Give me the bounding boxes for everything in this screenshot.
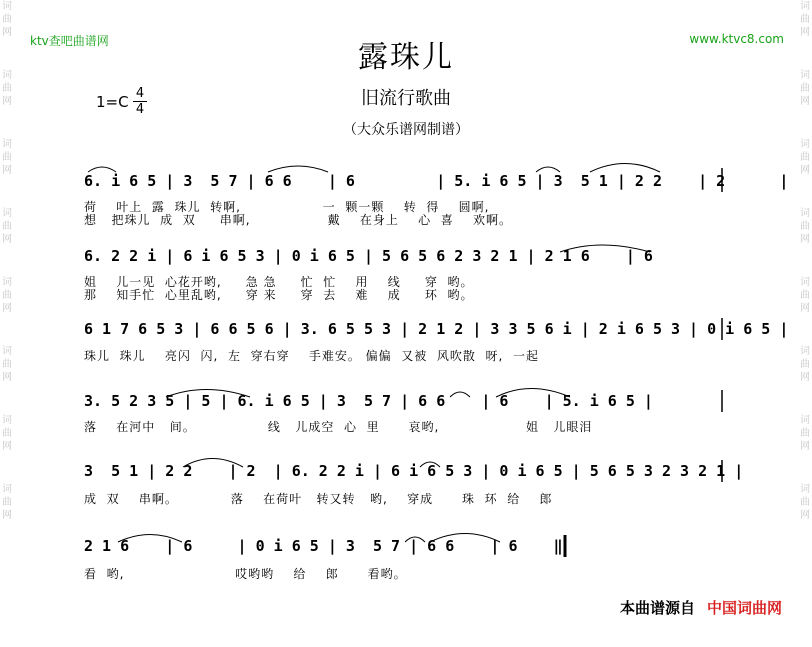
notes-row-6: 2 1 6 | 6 | 0 i 6 5 | 3 5 7 | 6 6 | 6 ‖ xyxy=(84,537,563,555)
watermark-right: www.ktvc8.com xyxy=(689,32,784,46)
lyrics-row-2-verse-2: 那 知手忙 心里乱哟, 穿 来 穿 去 难 成 环 哟。 xyxy=(84,288,474,302)
notes-row-5: 3 5 1 | 2 2 | 2 | 6. 2 2 i | 6 i 6 5 3 | 0 i 6 5 | 5 6 5 3 2 3 2 1 | xyxy=(84,462,744,480)
lyrics-row-4: 落 在河中 间。 线 儿成空 心 里 哀哟, 姐 儿眼泪 xyxy=(84,420,593,434)
lyrics-row-5: 成 双 串啊。 落 在荷叶 转又转 哟, 穿成 珠 环 给 郎 xyxy=(84,492,553,506)
key-signature: 1=C xyxy=(96,93,129,111)
score-maker: （大众乐谱网制谱） xyxy=(343,122,469,138)
notes-row-1: 6. i 6 5 | 3 5 7 | 6 6 | 6 | 5. i 6 5 | 3 5 1 | 2 2 | 2 | xyxy=(84,172,789,190)
notes-row-2: 6. 2 2 i | 6 i 6 5 3 | 0 i 6 5 | 5 6 5 6 2 3 2 1 | 2 1 6 | 6 xyxy=(84,247,653,265)
notes-row-4: 3. 5 2 3 5 | 5 | 6. i 6 5 | 3 5 7 | 6 6 | 6 | 5. i 6 5 | xyxy=(84,392,653,410)
lyrics-row-2-verse-1: 姐 儿一见 心花开哟, 急 急 忙 忙 用 线 穿 哟。 xyxy=(84,275,474,289)
right-watermark-strip: 词 曲 网 词 曲 网 词 曲 网 词 曲 网 词 曲 网 词 曲 网 词 曲 网 词 曲 网 xyxy=(800,1,810,521)
source-credit xyxy=(620,597,782,618)
lyrics-row-6: 看 哟, 哎哟哟 给 郎 看哟。 xyxy=(84,567,407,581)
watermark-left: ktv查吧曲谱网 xyxy=(30,34,109,48)
lyrics-row-3: 珠儿 珠儿 亮闪 闪, 左 穿右穿 手难安。 偏偏 又被 风吹散 呀, 一起 xyxy=(84,349,539,363)
lyrics-row-1-verse-1: 荷 叶上 露 珠儿 转啊, 一 颗一颗 转 得 圆啊, xyxy=(84,200,490,214)
lyrics-row-1-verse-2: 想 把珠儿 成 双 串啊, 戴 在身上 心 喜 欢啊。 xyxy=(84,213,513,227)
time-signature-bottom: 4 xyxy=(133,101,147,117)
source-label: 本曲谱源自 xyxy=(619,599,695,617)
source-site-link[interactable]: 中国词曲网 xyxy=(706,599,782,617)
notes-row-3: 6 1 7 6 5 3 | 6 6 5 6 | 3. 6 5 5 3 | 2 1 2 | 3 3 5 6 i | 2 i 6 5 3 | 0 i 6 5 | xyxy=(84,320,789,338)
song-subtitle: 旧流行歌曲 xyxy=(361,88,451,109)
left-watermark-strip: 词 曲 网 词 曲 网 词 曲 网 词 曲 网 词 曲 网 词 曲 网 词 曲 网 词 曲 网 xyxy=(2,1,12,521)
song-title: 露珠儿 xyxy=(358,40,454,75)
time-signature-top: 4 xyxy=(135,86,145,101)
